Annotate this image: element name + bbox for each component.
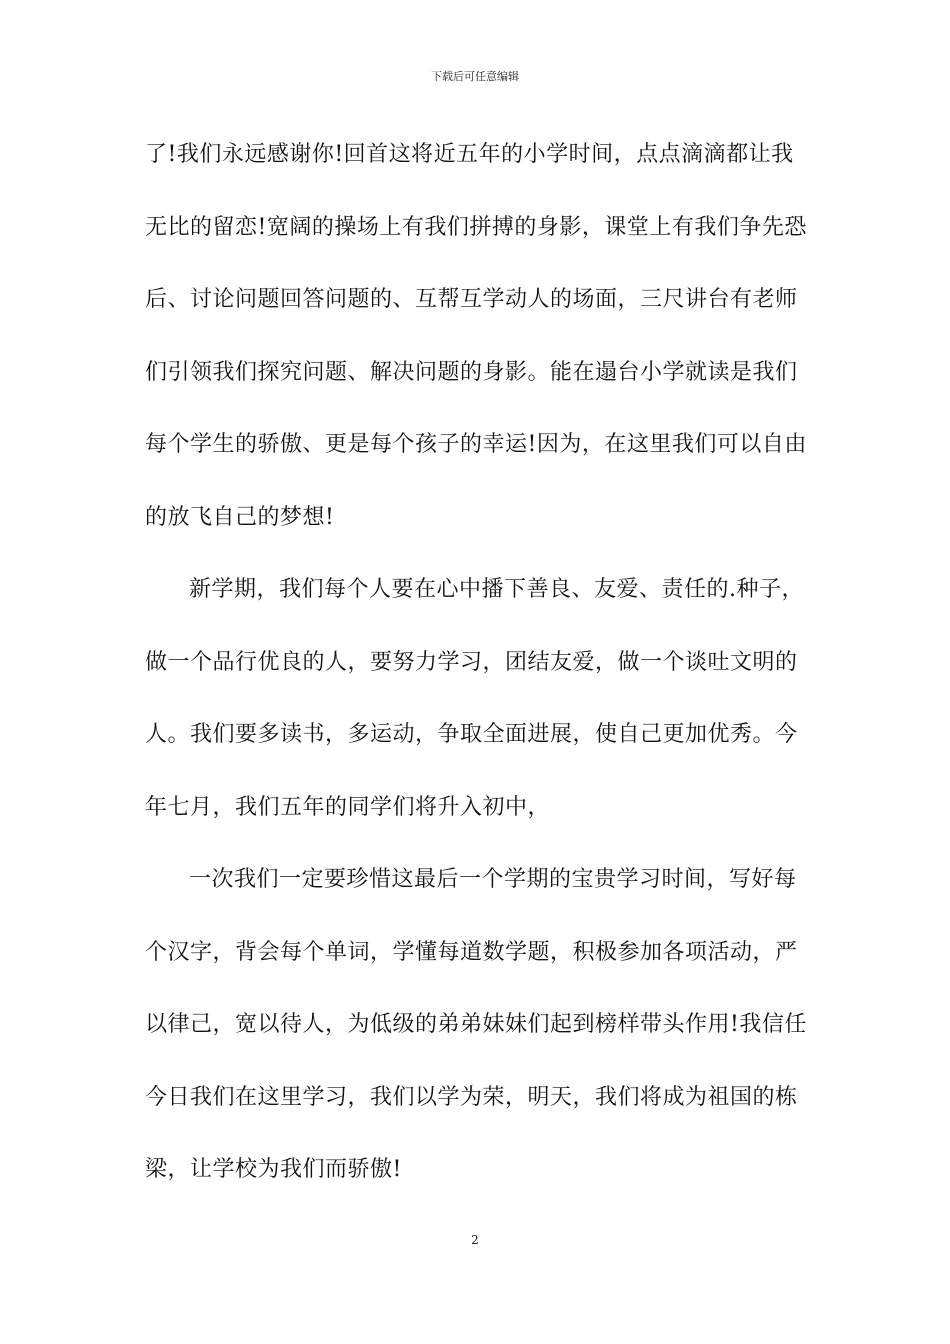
text-line: 今日我们在这里学习，我们以学为荣，明天，我们将成为祖国的栋 [145, 1084, 798, 1110]
text-line: 年七月，我们五年的同学们将升入初中， [145, 794, 551, 820]
text-line: 们引领我们探究问题、解决问题的身影。能在遢台小学就读是我们 [145, 359, 798, 385]
body-text [145, 130, 810, 1218]
text-line: 了!我们永远感谢你!回首这将近五年的小学时间，点点滴滴都让我 [145, 142, 794, 167]
text-line: 梁，让学校为我们而骄傲! [145, 1157, 402, 1182]
text-line: 以律己，宽以待人，为低级的弟弟妹妹们起到榜样带头作用!我信任 [145, 1012, 807, 1037]
page-number: 2 [471, 1233, 479, 1247]
text-line: 一次我们一定要珍惜这最后一个学期的宝贵学习时间，写好每 [189, 867, 797, 892]
text-line: 每个学生的骄傲、更是每个孩子的幸运!因为，在这里我们可以自由 [145, 432, 807, 457]
text-line: 人。我们要多读书，多运动，争取全面进展，使自己更加优秀。今 [145, 722, 798, 747]
text-line: 个汉字，背会每个单词，学懂每道数学题，积极参加各项活动，严 [145, 939, 798, 965]
text-line: 新学期，我们每个人要在心中播下善良、友爱、责任的.种子， [189, 577, 804, 602]
text-line: 后、讨论问题回答问题的、互帮互学动人的场面，三尺讲台有老师 [145, 287, 798, 312]
text-line: 做一个品行优良的人，要努力学习，团结友爱，做一个谈吐文明的 [145, 649, 798, 675]
text-line: 无比的留恋!宽阔的操场上有我们拼搏的身影，课堂上有我们争先恐 [145, 214, 807, 240]
text-line: 的放飞自己的梦想! [145, 504, 335, 530]
page-header: 下载后可任意编辑 [431, 70, 519, 83]
